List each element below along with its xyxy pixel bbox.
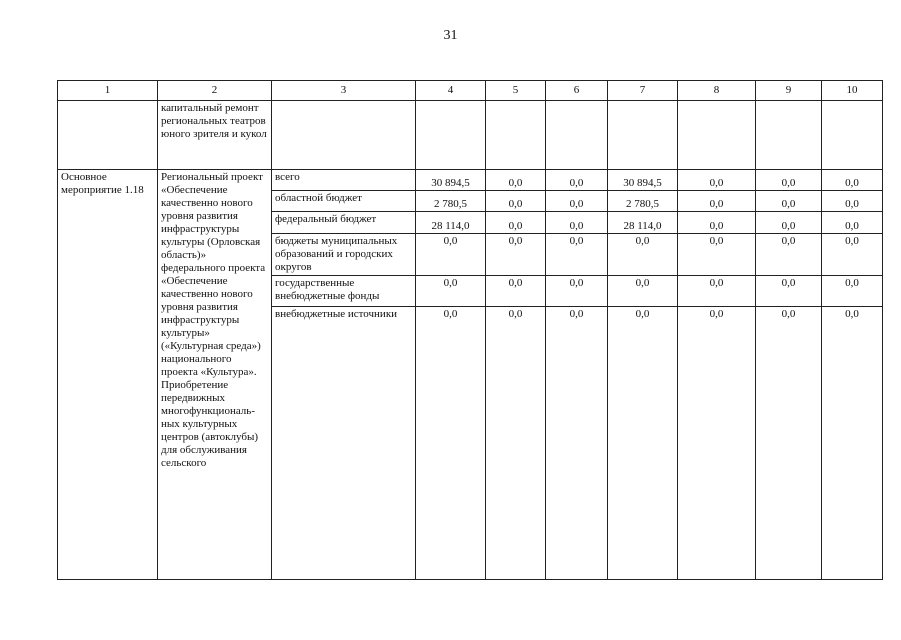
value-cell: 0,0 bbox=[486, 212, 546, 234]
table-row bbox=[58, 170, 883, 191]
value-cell: 0,0 bbox=[486, 276, 546, 307]
value-cell: 0,0 bbox=[678, 212, 756, 234]
empty-cell bbox=[486, 101, 546, 170]
value-cell: 0,0 bbox=[822, 276, 883, 307]
header-cell: 2 bbox=[158, 81, 272, 101]
event-description: Региональный проект «Обеспечение качественно нового уровня развития инфраструктуры культуры (Орловская область)» федерального проекта «Обеспечение качественно нового уровня развития инфраструктуры культуры» («Культурная среда») национального проекта «Культура». Приобретение передвижных многофункциональ-ных культурных центров (автоклубы) для обслуживания сельского bbox=[158, 170, 272, 580]
value-cell: 0,0 bbox=[678, 276, 756, 307]
header-cell: 6 bbox=[546, 81, 608, 101]
header-row bbox=[58, 81, 883, 101]
value-cell: 0,0 bbox=[416, 276, 486, 307]
empty-cell bbox=[272, 101, 416, 170]
value-cell: 0,0 bbox=[822, 307, 883, 580]
value-cell: 0,0 bbox=[678, 307, 756, 580]
value-cell: 0,0 bbox=[822, 212, 883, 234]
value-cell: 2 780,5 bbox=[608, 191, 678, 212]
funding-source: федеральный бюджет bbox=[272, 212, 416, 234]
value-cell: 0,0 bbox=[546, 212, 608, 234]
value-cell: 0,0 bbox=[756, 276, 822, 307]
value-cell: 0,0 bbox=[486, 170, 546, 191]
empty-cell bbox=[416, 101, 486, 170]
value-cell: 0,0 bbox=[678, 234, 756, 276]
value-cell: 0,0 bbox=[546, 307, 608, 580]
value-cell: 0,0 bbox=[486, 234, 546, 276]
header-cell: 9 bbox=[756, 81, 822, 101]
value-cell: 0,0 bbox=[486, 191, 546, 212]
header-cell: 10 bbox=[822, 81, 883, 101]
value-cell: 0,0 bbox=[546, 276, 608, 307]
header-cell: 4 bbox=[416, 81, 486, 101]
value-cell: 0,0 bbox=[756, 170, 822, 191]
value-cell: 0,0 bbox=[756, 307, 822, 580]
funding-table bbox=[57, 80, 883, 580]
value-cell: 0,0 bbox=[756, 212, 822, 234]
header-cell: 7 bbox=[608, 81, 678, 101]
header-cell: 8 bbox=[678, 81, 756, 101]
value-cell: 0,0 bbox=[608, 307, 678, 580]
value-cell: 0,0 bbox=[546, 170, 608, 191]
value-cell: 0,0 bbox=[678, 191, 756, 212]
value-cell: 0,0 bbox=[416, 234, 486, 276]
header-cell: 1 bbox=[58, 81, 158, 101]
value-cell: 0,0 bbox=[756, 191, 822, 212]
funding-source: всего bbox=[272, 170, 416, 191]
value-cell: 30 894,5 bbox=[608, 170, 678, 191]
value-cell: 0,0 bbox=[678, 170, 756, 191]
value-cell: 0,0 bbox=[546, 234, 608, 276]
value-cell: 0,0 bbox=[822, 191, 883, 212]
header-cell: 3 bbox=[272, 81, 416, 101]
value-cell: 0,0 bbox=[546, 191, 608, 212]
value-cell: 0,0 bbox=[608, 276, 678, 307]
value-cell: 30 894,5 bbox=[416, 170, 486, 191]
funding-source: государственные внебюджетные фонды bbox=[272, 276, 416, 307]
value-cell: 2 780,5 bbox=[416, 191, 486, 212]
empty-cell bbox=[608, 101, 678, 170]
continuation-row bbox=[58, 101, 883, 170]
value-cell: 0,0 bbox=[486, 307, 546, 580]
value-cell: 28 114,0 bbox=[416, 212, 486, 234]
header-cell: 5 bbox=[486, 81, 546, 101]
value-cell: 0,0 bbox=[822, 234, 883, 276]
funding-source: бюджеты муниципальных образований и городских округов bbox=[272, 234, 416, 276]
value-cell: 0,0 bbox=[416, 307, 486, 580]
page-number: 31 bbox=[443, 28, 458, 43]
empty-cell bbox=[546, 101, 608, 170]
continuation-text: капитальный ремонт региональных театров юного зрителя и кукол bbox=[158, 101, 272, 170]
event-name: Основное мероприятие 1.18 bbox=[58, 170, 158, 580]
empty-cell bbox=[58, 101, 158, 170]
value-cell: 0,0 bbox=[608, 234, 678, 276]
value-cell: 28 114,0 bbox=[608, 212, 678, 234]
empty-cell bbox=[756, 101, 822, 170]
funding-source: внебюджетные источники bbox=[272, 307, 416, 580]
empty-cell bbox=[822, 101, 883, 170]
value-cell: 0,0 bbox=[756, 234, 822, 276]
funding-source: областной бюджет bbox=[272, 191, 416, 212]
empty-cell bbox=[678, 101, 756, 170]
value-cell: 0,0 bbox=[822, 170, 883, 191]
